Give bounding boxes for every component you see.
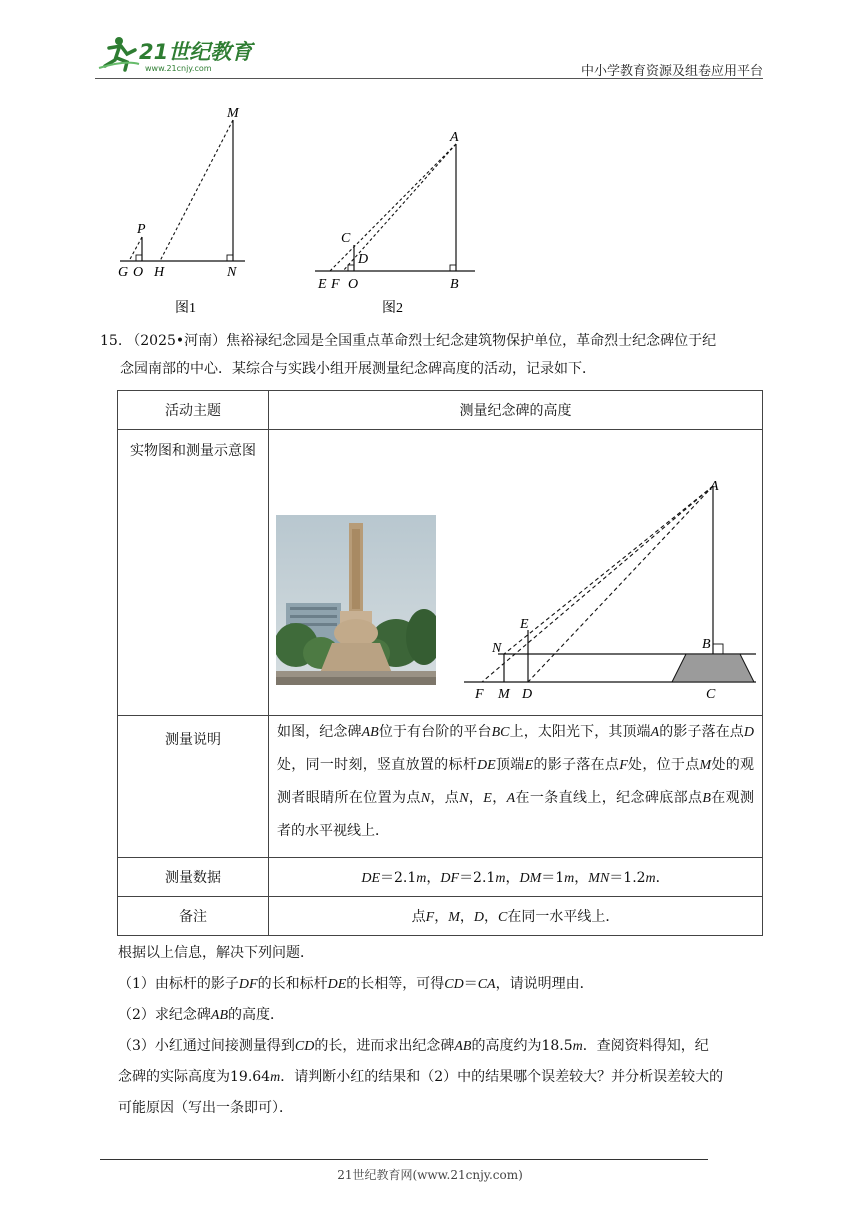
measurement-data: DE＝2.1m，DF＝2.1m，DM＝1m，MN＝1.2m．	[361, 870, 670, 886]
monument-photo	[276, 515, 436, 685]
diagram-label-e: E	[520, 617, 529, 632]
fig2-label-c: C	[341, 231, 351, 246]
row-value-explanation	[269, 716, 763, 858]
figure-2	[310, 120, 490, 320]
fig2-label-d: D	[358, 252, 369, 267]
question-line-2: 念园南部的中心．某综合与实践小组开展测量纪念碑高度的活动，记录如下．	[120, 361, 596, 377]
fig1-label-n: N	[227, 265, 237, 280]
instruction-text: 根据以上信息，解决下列问题．	[118, 945, 314, 961]
fig2-label-b: B	[450, 277, 459, 292]
table-row	[118, 897, 763, 936]
platform-name: 中小学教育资源及组卷应用平台	[580, 64, 763, 79]
header-divider	[95, 78, 763, 79]
table-row	[118, 716, 763, 858]
footer-divider	[100, 1159, 708, 1160]
row-label-note: 备注	[118, 897, 269, 936]
sub-question-2: （2）求纪念碑AB的高度．	[118, 1007, 285, 1023]
fig2-label-a: A	[450, 130, 459, 145]
fig2-label-f: F	[331, 277, 340, 292]
question-number: 15.	[100, 333, 123, 349]
row-value-note	[269, 897, 763, 936]
logo-text: 21世纪教育	[139, 40, 253, 64]
site-logo	[95, 34, 255, 74]
explanation-text: 如图，纪念碑AB位于有台阶的平台BC上，太阳光下，其顶端A的影子落在点D处，同一时刻，竖直放置的标杆DE顶端E的影子落在点F处，位于点M处的观测者眼睛所在位置为点N，点N，E，A在一条直线上，纪念碑底部点B在观测者的水平视线上．	[277, 724, 755, 839]
note-text: 点F，M，D，C在同一水平线上．	[411, 909, 620, 925]
fig1-label-g: G	[118, 265, 129, 280]
fig2-label-e: E	[318, 277, 327, 292]
diagram-label-m: M	[498, 687, 510, 702]
sub-question-3-line-2: 念碑的实际高度为19.64m．请判断小红的结果和（2）中的结果哪个误差较大？并分析误差较大的	[118, 1069, 724, 1085]
diagram-label-b: B	[702, 637, 711, 652]
row-value-data	[269, 858, 763, 897]
row-value-theme: 测量纪念碑的高度	[269, 391, 763, 430]
diagram-label-d: D	[522, 687, 533, 702]
row-label-data: 测量数据	[118, 858, 269, 897]
sub-question-3-line-3: 可能原因（写出一条即可）．	[118, 1100, 293, 1116]
table-row	[118, 858, 763, 897]
fig1-label-m: M	[227, 106, 239, 121]
fig2-caption: 图2	[382, 301, 403, 316]
row-label-diagram: 实物图和测量示意图	[118, 430, 269, 716]
figure-1	[115, 100, 255, 320]
footer-text: 21世纪教育网(www.21cnjy.com)	[337, 1168, 523, 1182]
sub-question-1: （1）由标杆的影子DF的长和标杆DE的长相等，可得CD＝CA，请说明理由．	[118, 976, 594, 992]
fig1-label-p: P	[137, 222, 146, 237]
question-line-1: 15. （2025•河南）焦裕禄纪念园是全国重点革命烈士纪念建筑物保护单位，革命烈士纪念碑位于纪	[100, 333, 717, 349]
measurement-diagram	[460, 470, 760, 702]
diagram-label-a: A	[710, 479, 719, 494]
sub-questions	[100, 938, 765, 1124]
diagram-label-n: N	[492, 641, 502, 656]
page-header	[95, 30, 763, 80]
fig1-caption: 图1	[175, 301, 196, 316]
sub-question-3-line-1: （3）小红通过间接测量得到CD的长，进而求出纪念碑AB的高度约为18.5m．查阅资料得知，纪	[118, 1038, 709, 1054]
table-row	[118, 391, 763, 430]
fig1-label-h: H	[154, 265, 165, 280]
fig1-label-o: O	[133, 265, 144, 280]
row-label-explanation: 测量说明	[118, 716, 269, 858]
fig2-label-o: O	[348, 277, 359, 292]
diagram-label-f: F	[475, 687, 484, 702]
diagram-label-c: C	[706, 687, 716, 702]
row-label-theme: 活动主题	[118, 391, 269, 430]
question-stem	[100, 327, 765, 383]
logo-url: www.21cnjy.com	[145, 64, 212, 73]
